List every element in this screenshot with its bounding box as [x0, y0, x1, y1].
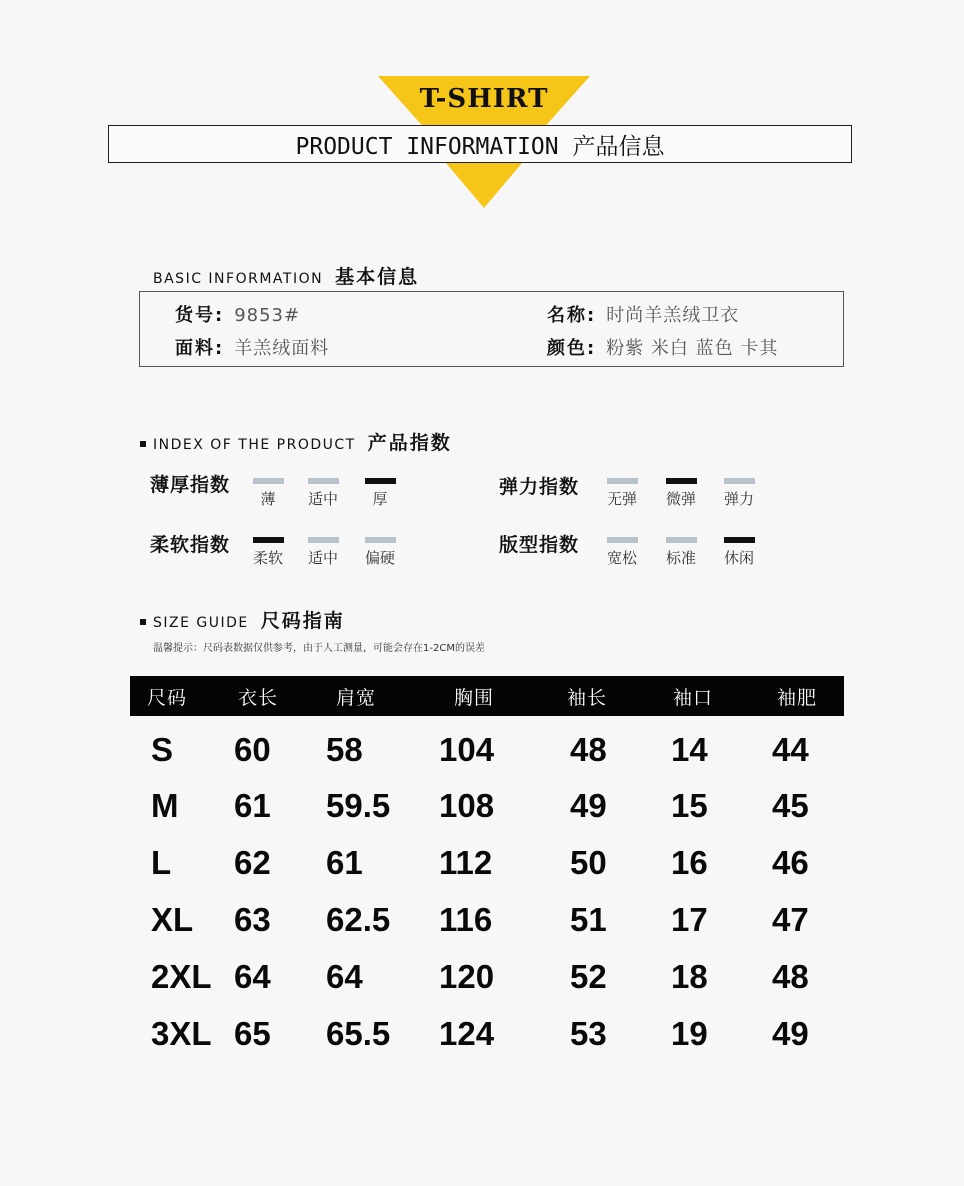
index-bar: [253, 478, 284, 484]
index-option-label: 偏硬: [364, 549, 395, 567]
index-option: [301, 478, 345, 509]
size-guide-heading-cn: 尺码指南: [260, 610, 345, 632]
index-option-label: 柔软: [252, 549, 283, 567]
column-header: 尺码: [147, 687, 188, 709]
table-cell: 65.5: [326, 1015, 391, 1052]
table-cell: 15: [671, 787, 708, 824]
index-option: [246, 478, 290, 509]
table-cell: 48: [772, 958, 809, 995]
table-cell: 112: [439, 844, 493, 881]
index-bar: [724, 478, 755, 484]
index-option-label: 弹力: [723, 490, 754, 508]
table-cell: 49: [570, 787, 607, 824]
basic-info-heading-cn: 基本信息: [335, 266, 420, 288]
index-option-label: 休闲: [723, 549, 754, 567]
index-option-label: 适中: [307, 490, 338, 508]
table-cell: 63: [234, 901, 271, 938]
table-cell: 124: [439, 1015, 495, 1052]
table-cell: 58: [326, 731, 363, 768]
column-header: 衣长: [238, 687, 279, 709]
index-label-elasticity: 弹力指数: [499, 476, 580, 498]
field-item-number: [175, 301, 300, 327]
table-cell: 17: [671, 901, 708, 938]
index-option-label: 微弹: [665, 490, 696, 508]
size-cell: M: [151, 787, 179, 824]
index-option: [717, 537, 761, 568]
index-label-softness: 柔软指数: [150, 534, 231, 556]
index-label-thickness: 薄厚指数: [150, 474, 231, 496]
index-option: [358, 537, 402, 568]
table-cell: 51: [570, 901, 607, 938]
table-cell: 16: [671, 844, 708, 881]
table-cell: 49: [772, 1015, 809, 1052]
table-cell: 64: [326, 958, 363, 995]
index-bar: [724, 537, 755, 543]
table-cell: 104: [439, 731, 495, 768]
table-cell: 62.5: [326, 901, 391, 938]
size-notice: 温馨提示：尺码表数据仅供参考，由于人工测量，可能会存在1-2CM的误差: [153, 643, 485, 654]
index-option-label: 宽松: [606, 549, 637, 567]
field-key: 颜色:: [547, 338, 597, 359]
index-heading-en-text: INDEX OF THE PRODUCT: [153, 437, 356, 453]
index-bar: [365, 537, 396, 543]
index-option: [659, 537, 703, 568]
index-option-label: 标准: [665, 549, 696, 567]
field-key: 面料:: [175, 338, 225, 359]
field-value: 粉紫 米白 蓝色 卡其: [606, 338, 779, 359]
table-cell: 19: [671, 1015, 708, 1052]
field-key: 货号:: [175, 305, 225, 326]
table-cell: 46: [772, 844, 809, 881]
table-cell: 44: [772, 731, 809, 768]
table-cell: 50: [570, 844, 607, 881]
table-cell: 61: [234, 787, 271, 824]
size-guide-heading-en: [140, 615, 249, 631]
column-header: 袖肥: [777, 687, 818, 709]
table-cell: 14: [671, 731, 708, 768]
table-cell: 61: [326, 844, 363, 881]
column-header: 袖长: [567, 687, 608, 709]
index-heading: [140, 428, 452, 455]
index-option: [717, 478, 761, 509]
bullet-icon: [140, 619, 146, 625]
index-option: [659, 478, 703, 509]
field-fabric: [175, 334, 329, 360]
index-heading-en: [140, 437, 356, 453]
table-cell: 62: [234, 844, 271, 881]
index-label-fit: 版型指数: [499, 534, 580, 556]
tshirt-badge: T-SHIRT: [419, 84, 549, 114]
field-value: 9853#: [234, 305, 301, 326]
size-cell: 2XL: [151, 958, 212, 995]
column-header: 胸围: [454, 687, 495, 709]
field-value: 时尚羊羔绒卫衣: [606, 305, 740, 326]
column-header: 肩宽: [336, 687, 377, 709]
table-cell: 108: [439, 787, 495, 824]
index-bar: [308, 537, 339, 543]
table-cell: 64: [234, 958, 271, 995]
index-bar: [666, 537, 697, 543]
size-cell: S: [151, 731, 174, 768]
index-option-label: 厚: [372, 490, 388, 508]
index-option-label: 无弹: [606, 490, 637, 508]
bullet-icon: [140, 441, 146, 447]
table-cell: 18: [671, 958, 708, 995]
index-bar: [308, 478, 339, 484]
table-cell: 53: [570, 1015, 607, 1052]
field-color: [547, 334, 778, 360]
size-cell: 3XL: [151, 1015, 212, 1052]
table-cell: 52: [570, 958, 607, 995]
field-key: 名称:: [547, 305, 597, 326]
page-title-box: [108, 125, 852, 163]
table-cell: 45: [772, 787, 809, 824]
index-heading-cn: 产品指数: [367, 432, 452, 454]
table-cell: 47: [772, 901, 809, 938]
index-bar: [666, 478, 697, 484]
index-option: [246, 537, 290, 568]
table-cell: 60: [234, 731, 271, 768]
table-cell: 59.5: [326, 787, 391, 824]
table-cell: 65: [234, 1015, 271, 1052]
index-option: [600, 537, 644, 568]
header-yellow-arrow: [446, 163, 522, 208]
index-bar: [607, 478, 638, 484]
index-option-label: 薄: [260, 490, 276, 508]
index-bar: [253, 537, 284, 543]
index-option: [301, 537, 345, 568]
index-option: [358, 478, 402, 509]
basic-info-heading-en: BASIC INFORMATION: [153, 271, 324, 287]
table-cell: 120: [439, 958, 495, 995]
field-value: 羊羔绒面料: [234, 338, 330, 359]
column-header: 袖口: [673, 687, 714, 709]
table-cell: 48: [570, 731, 607, 768]
size-cell: L: [151, 844, 172, 881]
index-bar: [365, 478, 396, 484]
table-cell: 116: [439, 901, 493, 938]
index-bar: [607, 537, 638, 543]
basic-info-heading: [153, 262, 419, 289]
page-title: PRODUCT INFORMATION 产品信息: [295, 133, 665, 160]
size-guide-heading-en-text: SIZE GUIDE: [153, 615, 249, 631]
index-option: [600, 478, 644, 509]
size-cell: XL: [151, 901, 194, 938]
size-guide-heading: [140, 606, 345, 633]
field-product-name: [547, 301, 739, 327]
index-option-label: 适中: [307, 549, 338, 567]
